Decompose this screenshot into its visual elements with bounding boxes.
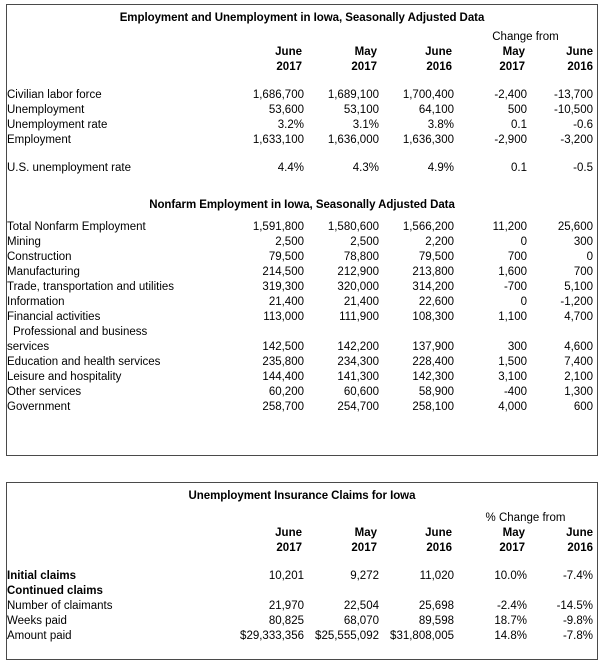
row-value: $31,808,005 [390, 630, 454, 642]
spacer-cell [7, 556, 225, 569]
row-label: Total Nonfarm Employment [7, 221, 146, 233]
empty-cell [7, 30, 225, 45]
nonfarm-data-grid [7, 211, 597, 415]
row-value: 258,700 [262, 401, 304, 413]
empty-cell [7, 526, 225, 541]
row-value: -13,700 [553, 89, 593, 101]
empty-cell [304, 325, 379, 340]
row-value: 10.0% [494, 570, 527, 582]
row-value: 700 [573, 266, 593, 278]
spacer-cell [454, 211, 527, 220]
row-value: 137,900 [412, 341, 454, 353]
row-value: $25,555,092 [315, 630, 379, 642]
row-value: 7,400 [564, 356, 593, 368]
row-value: 1,700,400 [402, 89, 454, 101]
row-value: 25,698 [418, 600, 454, 612]
table-row [7, 133, 597, 148]
column-header-year-1: 2017 [276, 542, 302, 554]
table-row [7, 103, 597, 118]
percent-change-from-label: % Change from [485, 512, 566, 524]
row-value: 78,800 [343, 251, 379, 263]
row-value: 1,300 [564, 386, 593, 398]
column-header-month-4: May [502, 527, 525, 539]
row-value: 1,633,100 [252, 134, 304, 146]
row-value: 500 [507, 104, 527, 116]
column-header-month-1: June [275, 527, 302, 539]
row-value: -400 [503, 386, 527, 398]
row-label-line2: services [7, 341, 50, 353]
row-value: 319,300 [262, 281, 304, 293]
row-value: 1,591,800 [252, 221, 304, 233]
row-value: -7.4% [562, 570, 593, 582]
row-value: 64,100 [418, 104, 454, 116]
spacer-cell [304, 502, 379, 511]
spacer-cell [7, 211, 225, 220]
spacer-row [7, 502, 597, 511]
row-label: Unemployment [7, 104, 85, 116]
row-label: Manufacturing [7, 266, 80, 278]
row-value: -1,200 [560, 296, 593, 308]
spacer-cell [304, 211, 379, 220]
row-value: 4,000 [498, 401, 527, 413]
row-value: 1,689,100 [327, 89, 379, 101]
row-value: 108,300 [412, 311, 454, 323]
row-label: Initial claims [7, 570, 77, 582]
row-label: Number of claimants [7, 600, 113, 612]
column-header-year-row [7, 541, 597, 556]
row-value: -3,200 [560, 134, 593, 146]
claims-table-panel [6, 482, 598, 660]
row-label: Amount paid [7, 630, 72, 642]
row-value: 1,100 [498, 311, 527, 323]
employment-data-grid [7, 24, 597, 176]
table-row-initial-claims [7, 569, 597, 584]
row-value: 79,500 [268, 251, 304, 263]
row-value: -0.6 [573, 119, 593, 131]
table-row [7, 599, 597, 614]
table-row-professional-line1 [7, 325, 597, 340]
column-header-year-3: 2016 [426, 542, 452, 554]
row-value: 22,504 [343, 600, 379, 612]
row-value: 21,970 [268, 600, 304, 612]
row-value: 2,500 [350, 236, 379, 248]
column-header-year-4: 2017 [499, 61, 525, 73]
empty-cell [454, 325, 527, 340]
column-header-month-5: June [566, 527, 593, 539]
row-value: 10,201 [268, 570, 304, 582]
row-label: Financial activities [7, 311, 101, 323]
row-value: 1,566,200 [402, 221, 454, 233]
row-value: 79,500 [418, 251, 454, 263]
row-value: 1,600 [498, 266, 527, 278]
row-value: 0.1 [511, 162, 527, 174]
row-value: 300 [507, 341, 527, 353]
row-value: 58,900 [418, 386, 454, 398]
row-value: -14.5% [556, 600, 593, 612]
spacer-cell [225, 148, 304, 161]
row-value: 600 [573, 401, 593, 413]
row-value: 2,200 [425, 236, 454, 248]
row-value: 68,070 [343, 615, 379, 627]
row-value: 144,400 [262, 371, 304, 383]
table-row [7, 629, 597, 644]
row-value: 320,000 [337, 281, 379, 293]
row-value: 3,100 [498, 371, 527, 383]
nonfarm-section-title: Nonfarm Employment in Iowa, Seasonally Adjusted Data [149, 199, 455, 211]
column-header-month-4: May [502, 46, 525, 58]
row-label: Government [7, 401, 71, 413]
row-label: Education and health services [7, 356, 161, 368]
row-value: 9,272 [350, 570, 379, 582]
spacer-cell [225, 75, 304, 88]
row-value: 60,200 [268, 386, 304, 398]
spacer-cell [225, 211, 304, 220]
section-gap [7, 176, 597, 199]
row-value: 314,200 [412, 281, 454, 293]
row-value: 53,100 [343, 104, 379, 116]
change-from-spanner-row [7, 30, 597, 45]
spacer-cell [527, 211, 597, 220]
row-value: 113,000 [263, 311, 304, 323]
row-value: 228,400 [412, 356, 454, 368]
spacer-cell [304, 148, 379, 161]
column-header-year-4: 2017 [499, 542, 525, 554]
row-value: 258,100 [412, 401, 454, 413]
row-value: 21,400 [268, 296, 304, 308]
table-row [7, 370, 597, 385]
row-label: Civilian labor force [7, 89, 102, 101]
empty-cell [379, 30, 454, 45]
row-value: 235,800 [262, 356, 304, 368]
spacer-cell [7, 75, 225, 88]
table-row-continued-claims-heading [7, 584, 597, 599]
column-header-month-3: June [425, 527, 452, 539]
empty-cell [7, 511, 225, 526]
row-value: 2,500 [275, 236, 304, 248]
row-value: 5,100 [564, 281, 593, 293]
spacer-cell [225, 556, 304, 569]
spacer-row [7, 211, 597, 220]
row-value: 300 [573, 236, 593, 248]
empty-cell [7, 45, 225, 60]
table-row [7, 614, 597, 629]
spacer-cell [454, 556, 527, 569]
row-value: 1,636,000 [327, 134, 379, 146]
table-row [7, 265, 597, 280]
column-header-year-5: 2016 [567, 61, 593, 73]
spacer-row [7, 148, 597, 161]
row-value: -10,500 [553, 104, 593, 116]
empty-cell [454, 584, 527, 599]
table-row [7, 235, 597, 250]
row-value: 142,500 [262, 341, 304, 353]
row-value: 14.8% [494, 630, 527, 642]
row-value: -9.8% [562, 615, 593, 627]
column-header-year-5: 2016 [567, 542, 593, 554]
change-from-label: Change from [492, 31, 559, 43]
row-value: 2,100 [564, 371, 593, 383]
row-value: 111,900 [339, 311, 379, 323]
empty-cell [7, 60, 225, 75]
row-value: 18.7% [494, 615, 527, 627]
spacer-cell [379, 556, 454, 569]
table-row [7, 280, 597, 295]
column-header-year-3: 2016 [426, 61, 452, 73]
row-value: 3.1% [352, 119, 379, 131]
row-value: 212,900 [337, 266, 379, 278]
spacer-cell [454, 75, 527, 88]
row-value: 3.2% [277, 119, 304, 131]
row-value: 142,300 [412, 371, 454, 383]
empty-cell [379, 511, 454, 526]
table-row-professional-line2 [7, 340, 597, 355]
employment-table-panel [6, 4, 598, 456]
claims-section-title: Unemployment Insurance Claims for Iowa [188, 490, 416, 502]
table-row-us-unemployment [7, 161, 597, 176]
percent-change-from-spanner-row [7, 511, 597, 526]
row-value: 141,300 [337, 371, 379, 383]
table-row [7, 310, 597, 325]
table-row [7, 295, 597, 310]
row-value: -700 [503, 281, 527, 293]
column-header-month-1: June [275, 46, 302, 58]
empty-cell [225, 511, 304, 526]
row-label: Employment [7, 134, 71, 146]
row-label: Unemployment rate [7, 119, 108, 131]
spacer-cell [527, 502, 597, 511]
empty-cell [225, 584, 304, 599]
spacer-row [7, 556, 597, 569]
spacer-cell [304, 75, 379, 88]
table-row [7, 88, 597, 103]
row-value: 3.8% [427, 119, 454, 131]
row-value: -2,900 [494, 134, 527, 146]
spacer-cell [304, 556, 379, 569]
claims-data-grid [7, 502, 597, 644]
row-value: 11,200 [492, 221, 527, 233]
row-value: 53,600 [268, 104, 304, 116]
empty-cell [225, 30, 304, 45]
row-value: 1,580,600 [327, 221, 379, 233]
row-value: 234,300 [337, 356, 379, 368]
spacer-cell [454, 148, 527, 161]
row-value: $29,333,356 [240, 630, 304, 642]
row-value: 1,500 [498, 356, 527, 368]
row-value: 21,400 [343, 296, 379, 308]
row-value: 89,598 [418, 615, 454, 627]
table-row [7, 355, 597, 370]
row-value: -7.8% [562, 630, 593, 642]
row-value: 4,600 [564, 341, 593, 353]
row-label: Information [7, 296, 65, 308]
row-label: Leisure and hospitality [7, 371, 122, 383]
row-value: 4.9% [427, 162, 454, 174]
row-value: 0 [520, 236, 527, 248]
empty-cell [7, 541, 225, 556]
empty-cell [527, 325, 597, 340]
row-value: 0 [520, 296, 527, 308]
table-row [7, 385, 597, 400]
table-row [7, 400, 597, 415]
spacer-cell [379, 148, 454, 161]
empty-cell [225, 325, 304, 340]
row-label: Trade, transportation and utilities [7, 281, 175, 293]
empty-cell [527, 584, 597, 599]
column-header-year-row [7, 60, 597, 75]
spacer-cell [527, 556, 597, 569]
employment-section-title: Employment and Unemployment in Iowa, Seasonally Adjusted Data [119, 12, 485, 24]
row-label: Construction [7, 251, 72, 263]
spacer-cell [225, 502, 304, 511]
row-value: 60,600 [343, 386, 379, 398]
spacer-cell [7, 502, 225, 511]
column-header-month-row [7, 526, 597, 541]
row-value: 214,500 [262, 266, 304, 278]
row-label-line1: Professional and business [13, 326, 148, 338]
row-value: 11,020 [419, 570, 454, 582]
row-value: -2.4% [496, 600, 527, 612]
spacer-cell [379, 502, 454, 511]
empty-cell [304, 511, 379, 526]
table-row [7, 220, 597, 235]
empty-cell [379, 584, 454, 599]
spacer-cell [527, 148, 597, 161]
row-value: 25,600 [557, 221, 593, 233]
row-value: -2,400 [494, 89, 527, 101]
row-label: Mining [7, 236, 41, 248]
row-value: 80,825 [268, 615, 304, 627]
row-value: 254,700 [337, 401, 379, 413]
column-header-month-5: June [566, 46, 593, 58]
empty-cell [379, 325, 454, 340]
spacer-row [7, 75, 597, 88]
row-value: 0.1 [511, 119, 527, 131]
column-header-month-2: May [354, 527, 377, 539]
row-value: 1,686,700 [252, 89, 304, 101]
spacer-cell [454, 502, 527, 511]
column-header-year-2: 2017 [351, 542, 377, 554]
row-label: Other services [7, 386, 82, 398]
spacer-cell [7, 148, 225, 161]
row-value: 213,800 [412, 266, 454, 278]
table-row [7, 118, 597, 133]
row-value: 0 [586, 251, 593, 263]
column-header-year-2: 2017 [351, 61, 377, 73]
row-value: 700 [507, 251, 527, 263]
row-label: Continued claims [7, 585, 103, 597]
row-value: 1,636,300 [402, 134, 454, 146]
column-header-month-row [7, 45, 597, 60]
row-value: 4.3% [352, 162, 379, 174]
row-value: 142,200 [337, 341, 379, 353]
spacer-cell [527, 75, 597, 88]
empty-cell [304, 30, 379, 45]
spacer-cell [379, 75, 454, 88]
row-label: U.S. unemployment rate [7, 162, 132, 174]
row-label: Weeks paid [7, 615, 67, 627]
column-header-year-1: 2017 [276, 61, 302, 73]
table-row [7, 250, 597, 265]
row-value: 22,600 [418, 296, 454, 308]
spacer-cell [379, 211, 454, 220]
row-value: 4,700 [564, 311, 593, 323]
row-value: 4.4% [277, 162, 304, 174]
empty-cell [304, 584, 379, 599]
row-value: -0.5 [573, 162, 593, 174]
column-header-month-3: June [425, 46, 452, 58]
column-header-month-2: May [354, 46, 377, 58]
